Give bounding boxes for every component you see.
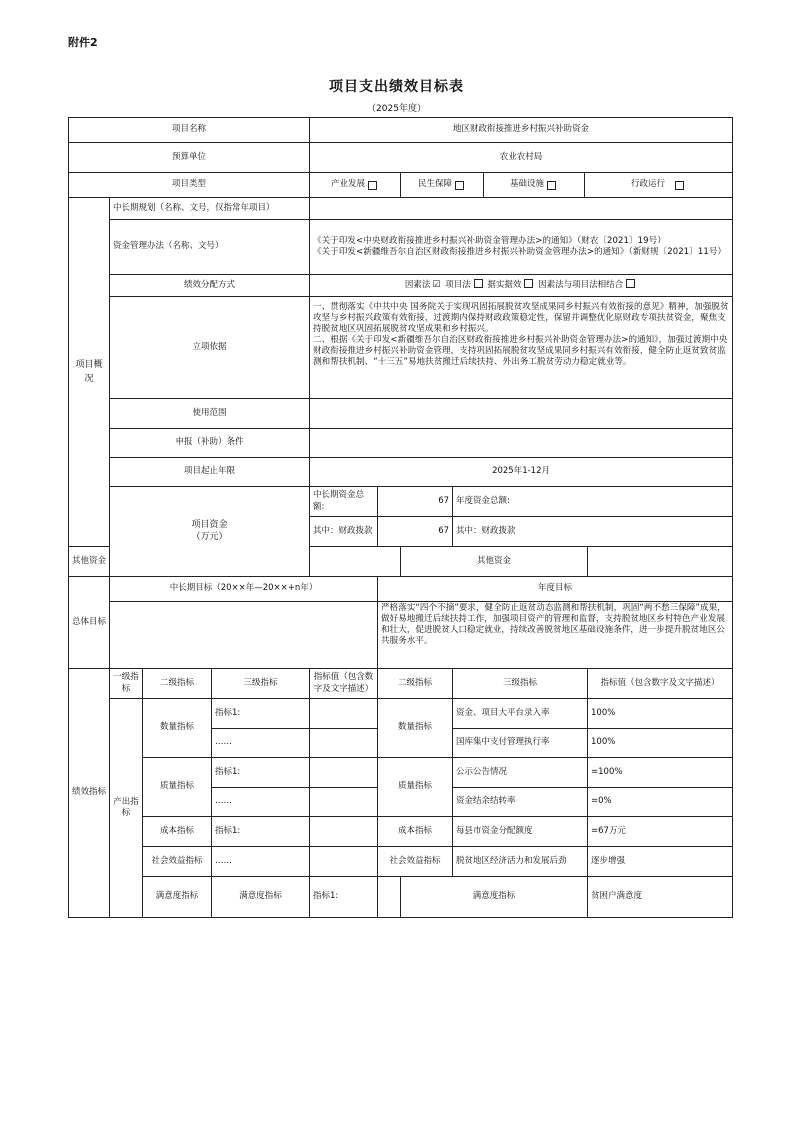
budget-unit-value: 农业农村局: [310, 143, 733, 173]
indicator-value-empty: [310, 729, 378, 758]
indicator-1: 指标1:: [212, 699, 310, 729]
indicator-value-empty: [310, 758, 378, 788]
q2-name: 国库集中支付管理执行率: [453, 729, 588, 758]
cost-label-right: 成本指标: [378, 817, 453, 847]
q1-value: 100%: [588, 699, 733, 729]
checkbox-icon: [524, 279, 533, 288]
header-level3-right: 三级指标: [453, 669, 588, 699]
checkbox-icon: [675, 181, 684, 190]
checkbox-icon: [455, 181, 464, 190]
alloc-option-factor[interactable]: 因素法 ☑: [404, 280, 441, 291]
checkbox-icon: [626, 279, 635, 288]
plan-value: [310, 198, 733, 220]
checkbox-icon: [474, 279, 483, 288]
c1-name: 每县市资金分配额度: [453, 817, 588, 847]
project-type-options: [310, 173, 733, 198]
year-label: （2025年度）: [367, 104, 426, 114]
indicator-value-empty: [310, 817, 378, 847]
scope-value: [310, 399, 733, 429]
header-value-right: 指标值（包含数字及文字描述）: [588, 669, 733, 699]
checkbox-icon: [547, 181, 556, 190]
header-level2-right: 二级指标: [378, 669, 453, 699]
project-name-label: 项目名称: [69, 118, 310, 143]
attachment-label: 附件2: [68, 36, 98, 49]
checkbox-icon: [368, 181, 377, 190]
indicators-section-label: 绩效指标: [69, 669, 110, 918]
q1-name: 资金、项目大平台录入率: [453, 699, 588, 729]
performance-table: [68, 117, 733, 918]
q2-value: 100%: [588, 729, 733, 758]
mid-fiscal-value: 67: [378, 517, 453, 547]
header-level3: 三级指标: [212, 669, 310, 699]
indicator-value-empty: [310, 847, 378, 877]
ql1-value: =100%: [588, 758, 733, 788]
s1-value: 逐步增强: [588, 847, 733, 877]
type-option-administration[interactable]: 行政运行: [585, 173, 732, 197]
funds-label: 项目资金 （万元）: [110, 487, 310, 577]
indicator-1: 指标1:: [212, 758, 310, 788]
social-label-right: 社会效益指标: [378, 847, 453, 877]
alloc-option-project[interactable]: 项目法: [445, 280, 485, 290]
mid-goal-value: [110, 602, 378, 669]
basis-value: 一、贯彻落实《中共中央 国务院关于实现巩固拓展脱贫攻坚成果同乡村振兴有效衔接的意见》精神，加强脱贫攻坚与乡村振兴政策有效衔接，过渡期内保持财政政策稳定性，保留并调整优化原财政专项扶贫资金，聚焦支持脱贫地区巩固拓展脱贫攻坚成果和乡村振兴。 二、根据《关于印发<新疆维吾尔自治区财政衔接推进乡村振兴补助资金管理办法>的通知》，加强过渡期中央财政衔接推进乡村振兴补助资金管理，支持巩固拓展脱贫攻坚成果同乡村振兴有效衔接，健全防止返贫致贫监测和帮扶机制、“十三五”易地扶贫搬迁后续扶持、外出务工脱贫劳动力稳定就业等。: [310, 297, 733, 399]
indicator-ellipsis: ……: [212, 788, 310, 817]
year-other-value: [588, 547, 733, 577]
alloc-option-actual[interactable]: 据实据效: [487, 280, 535, 290]
year-goal-label: 年度目标: [378, 577, 733, 602]
period-label: 项目起止年限: [110, 458, 310, 487]
period-value: 2025年1-12月: [310, 458, 733, 487]
output-label: 产出指标: [110, 699, 143, 918]
header-level2: 二级指标: [143, 669, 212, 699]
indicator-ellipsis: ……: [212, 847, 310, 877]
year-goal-value: 严格落实“四个不摘”要求，健全防止返贫动态监测和帮扶机制，巩固“两不愁三保障”成果，做好易地搬迁后续扶持工作，加强项目资产的管理和监督，支持脱贫地区乡村特色产业发展和壮大，促进脱贫人口稳定就业，持续改善脱贫地区基础设施条件，进一步提升脱贫地区公共服务水平。: [378, 602, 733, 669]
header-value: 指标值（包含数字及文字描述）: [310, 669, 378, 699]
mid-goal-label: 中长期目标（20××年—20××+n年）: [110, 577, 378, 602]
method-value: 《关于印发<中央财政衔接推进乡村振兴补助资金管理办法>的通知》（财农〔2021〕19号） 《关于印发<新疆维吾尔自治区财政衔接推进乡村振兴补助资金管理办法>的通知》（新财规〔2021〕11号）: [310, 220, 733, 275]
quantity-label-right: 数量指标: [378, 699, 453, 758]
year-other-label: 其他资金: [401, 547, 588, 577]
indicator-value-empty: [378, 877, 401, 918]
quality-label: 质量指标: [143, 758, 212, 817]
indicator-ellipsis: ……: [212, 729, 310, 758]
alloc-options: [310, 275, 733, 297]
basis-label: 立项依据: [110, 297, 310, 399]
quality-label-right: 质量指标: [378, 758, 453, 817]
mid-other-label: 其他资金: [69, 547, 110, 577]
plan-label: 中长期规划（名称、文号，仅指常年项目）: [110, 198, 310, 220]
scope-label: 使用范围: [110, 399, 310, 429]
overview-section-label: 项目概况: [69, 198, 110, 547]
mid-other-value: [310, 547, 401, 577]
page-title: 项目支出绩效目标表: [329, 79, 464, 95]
header-level1: 一级指标: [110, 669, 143, 699]
satisfaction-label: 满意度指标: [212, 877, 310, 918]
type-option-livelihood[interactable]: 民生保障: [401, 173, 484, 197]
type-option-infrastructure[interactable]: 基础设施: [484, 173, 585, 197]
satisfaction-label-right: 满意度指标: [401, 877, 588, 918]
c1-value: =67万元: [588, 817, 733, 847]
ql1-name: 公示公告情况: [453, 758, 588, 788]
quantity-label: 数量指标: [143, 699, 212, 758]
indicator-1: 指标1:: [310, 877, 378, 918]
project-name-value: 地区财政衔接推进乡村振兴补助资金: [310, 118, 733, 143]
mid-total-value: 67: [378, 487, 453, 517]
indicator-1: 指标1:: [212, 817, 310, 847]
goals-section-label: 总体目标: [69, 577, 110, 669]
ql2-name: 资金结余结转率: [453, 788, 588, 817]
budget-unit-label: 预算单位: [69, 143, 310, 173]
year-fiscal-label: 其中：财政拨款: [453, 517, 733, 547]
alloc-option-combined[interactable]: 因素法与项目法相结合: [538, 280, 637, 290]
method-label: 资金管理办法（名称、文号）: [110, 220, 310, 275]
sat1-name: 贫困户满意度: [588, 877, 733, 918]
cost-label: 成本指标: [143, 817, 212, 847]
alloc-label: 绩效分配方式: [110, 275, 310, 297]
indicator-value-empty: [310, 788, 378, 817]
apply-label: 申报（补助）条件: [110, 429, 310, 458]
ql2-value: =0%: [588, 788, 733, 817]
indicator-value-empty: [310, 699, 378, 729]
mid-total-label: 中长期资金总额:: [310, 487, 378, 517]
project-type-label: 项目类型: [69, 173, 310, 198]
social-label: 社会效益指标: [143, 847, 212, 877]
satisfaction-level1-label: 满意度指标: [143, 877, 212, 918]
s1-name: 脱贫地区经济活力和发展后劲: [453, 847, 588, 877]
mid-fiscal-label: 其中：财政拨款: [310, 517, 378, 547]
year-total-label: 年度资金总额:: [453, 487, 733, 517]
type-option-industry[interactable]: 产业发展: [310, 173, 401, 197]
apply-value: [310, 429, 733, 458]
checked-box-icon: ☑: [432, 280, 441, 291]
